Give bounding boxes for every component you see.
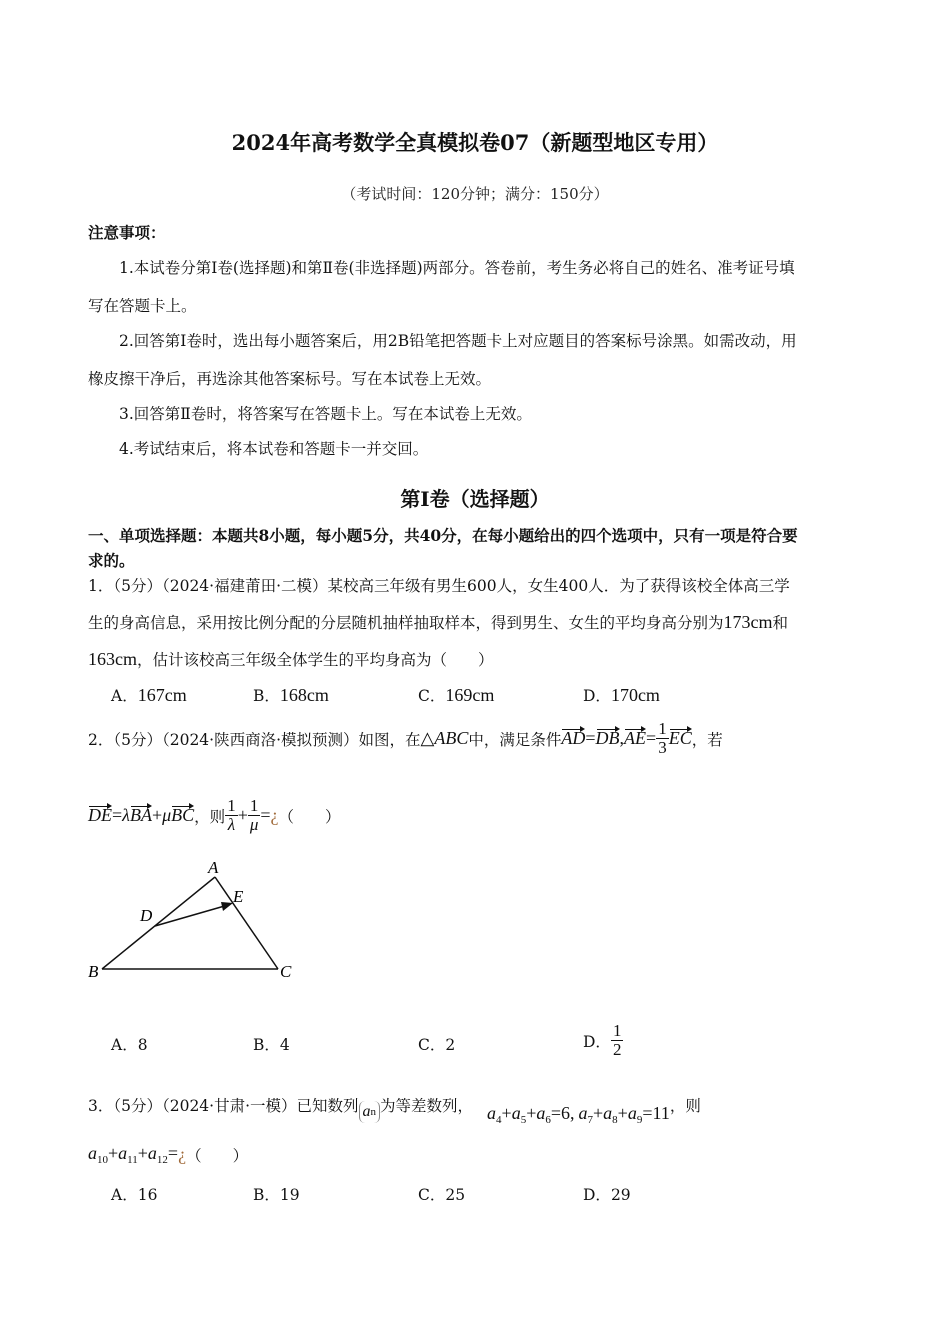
q2-triangle-figure [80, 850, 310, 990]
label-a: A [208, 858, 219, 877]
q3-option-a[interactable]: A．16 [111, 1186, 158, 1204]
q1-stem-text: 生的身高信息，采用按比例分配的分层随机抽样抽取样本，得到男生、女生的平均身高分别为 [88, 614, 724, 632]
vector-de-arrowhead [221, 902, 233, 911]
q2-option-b[interactable]: B．4 [253, 1036, 290, 1054]
q3-option-d[interactable]: D．29 [583, 1186, 631, 1204]
q2-stem-condition: 中，满足条件 [468, 730, 562, 749]
notice-item-1b: 写在答题卡上。 [88, 297, 197, 315]
q2-vector-ba: BA [129, 805, 152, 825]
q1-stem-question: ，估计该校高三年级全体学生的平均身高为（ ） [137, 651, 494, 669]
label-d: D [140, 906, 153, 925]
q2-blank: （ ） [278, 807, 341, 826]
q2-stem-if: ，若 [691, 730, 723, 749]
q3-stem-text: 3．（5分）（2024·甘肃·一模）已知数列 [88, 1096, 359, 1115]
notice-item-2b: 橡皮擦干净后，再选涂其他答案标号。写在本试卷上无效。 [88, 370, 492, 388]
q1-option-b[interactable]: B．168cm [253, 685, 329, 705]
q1-stem-line3 [88, 648, 494, 670]
q2-stem-line2: DE = λ BA + μ BC ，则 $\frac{1}{\lambda}$ + $\frac{1}{\mu}$ = ¿ （ ） [88, 796, 341, 834]
exam-info: （考试时间：120分钟；满分：150分） [341, 185, 609, 203]
q2-option-d[interactable]: D． $\frac{1}{2}$ [583, 1021, 622, 1059]
q3-condition-2: $a_7+a_8+a_9=11$ [578, 1103, 670, 1126]
q1-stem-line2 [88, 611, 788, 633]
q2-fraction-one-third: $\frac{1}{3}$ [658, 719, 667, 757]
q2-option-d-fraction: $\frac{1}{2}$ [612, 1021, 622, 1059]
q1-option-c[interactable]: C．169cm [418, 685, 495, 705]
notice-item-4: 4.考试结束后，将本试卷和答题卡一并交回。 [119, 440, 429, 458]
page-title: 2024年高考数学全真模拟卷07（新题型地区专用） [231, 130, 719, 155]
q3-sequence-an: a n [359, 1101, 381, 1123]
q2-vector-bc: BC [171, 805, 195, 825]
edge-ba [102, 877, 215, 969]
q3-garbled-char: ¿ [178, 1144, 187, 1164]
notice-item-2a: 2.回答第Ⅰ卷时，选出每小题答案后，用2B铅笔把答题卡上对应题目的答案标号涂黑。如需改动，用 [119, 332, 797, 350]
q2-vector-db: DB [595, 728, 620, 748]
q2-vector-de: DE [88, 805, 112, 825]
q2-mu: μ [162, 805, 172, 825]
q1-option-a[interactable]: A．167cm [111, 685, 187, 705]
q3-blank: （ ） [186, 1146, 249, 1165]
q2-fraction-1-over-mu: $\frac{1}{\mu}$ [249, 796, 259, 834]
q3-target-sum: $a_{10}+a_{11}+a_{12}=$ [88, 1143, 179, 1166]
q2-stem-then: ，则 [194, 807, 226, 826]
edge-ac [215, 877, 278, 969]
q3-stem-line2 [88, 1143, 248, 1166]
q2-lambda: λ [122, 805, 130, 825]
q3-option-c[interactable]: C．25 [418, 1186, 466, 1204]
q2-stem-text: 2．（5分）（2024·陕西商洛·模拟预测）如图，在 [88, 730, 421, 749]
notice-heading: 注意事项： [88, 223, 166, 242]
q2-triangle-abc: ABC [434, 728, 469, 748]
q2-option-c[interactable]: C．2 [418, 1036, 456, 1054]
q3-stem-line1 [88, 1083, 701, 1126]
q2-fraction-1-over-lambda: $\frac{1}{\lambda}$ [227, 796, 236, 834]
q2-option-a[interactable]: A．8 [111, 1036, 148, 1054]
q3-condition-1: $a_4+a_5+a_6=6$, [487, 1103, 575, 1126]
notice-item-1a: 1.本试卷分第Ⅰ卷(选择题)和第Ⅱ卷(非选择题)两部分。答卷前，考生务必将自己的姓名、准考证号填 [119, 259, 795, 277]
label-c: C [280, 962, 292, 981]
section-heading-line1: 一、单项选择题：本题共8小题，每小题5分，共40分，在每小题给出的四个选项中，只有一项是符合要 [88, 526, 798, 545]
q3-stem-arith: 为等差数列， [380, 1096, 474, 1115]
section-title: 第Ⅰ卷（选择题） [400, 487, 550, 511]
vector-de-line [155, 905, 228, 926]
q1-option-d[interactable]: D．170cm [583, 685, 660, 705]
q1-female-height: 163cm [88, 649, 137, 669]
q2-vector-ad: AD [561, 728, 586, 748]
q1-stem-and: 和 [772, 614, 789, 632]
section-heading-line2: 求的。 [88, 551, 135, 570]
q2-vector-ae: AE [624, 728, 647, 748]
q2-stem-line1: 2．（5分）（2024·陕西商洛·模拟预测）如图，在 △ ABC 中，满足条件 AD = DB , AE = $\frac{1}{3}$ EC ，若 [88, 719, 723, 757]
q3-option-b[interactable]: B．19 [253, 1186, 300, 1204]
q2-vector-ec: EC [668, 728, 692, 748]
q2-triangle-symbol: △ [420, 728, 435, 748]
notice-item-3: 3.回答第Ⅱ卷时，将答案写在答题卡上。写在本试卷上无效。 [119, 405, 532, 423]
label-e: E [233, 887, 244, 906]
q1-male-height: 173cm [723, 612, 773, 632]
q3-stem-then: ，则 [669, 1096, 701, 1115]
label-b: B [88, 962, 99, 981]
q1-stem-line1: 1．（5分）（2024·福建莆田·二模）某校高三年级有男生600人，女生400人．为了获得该校全体高三学 [88, 577, 790, 595]
q2-garbled-char: ¿ [270, 805, 279, 825]
